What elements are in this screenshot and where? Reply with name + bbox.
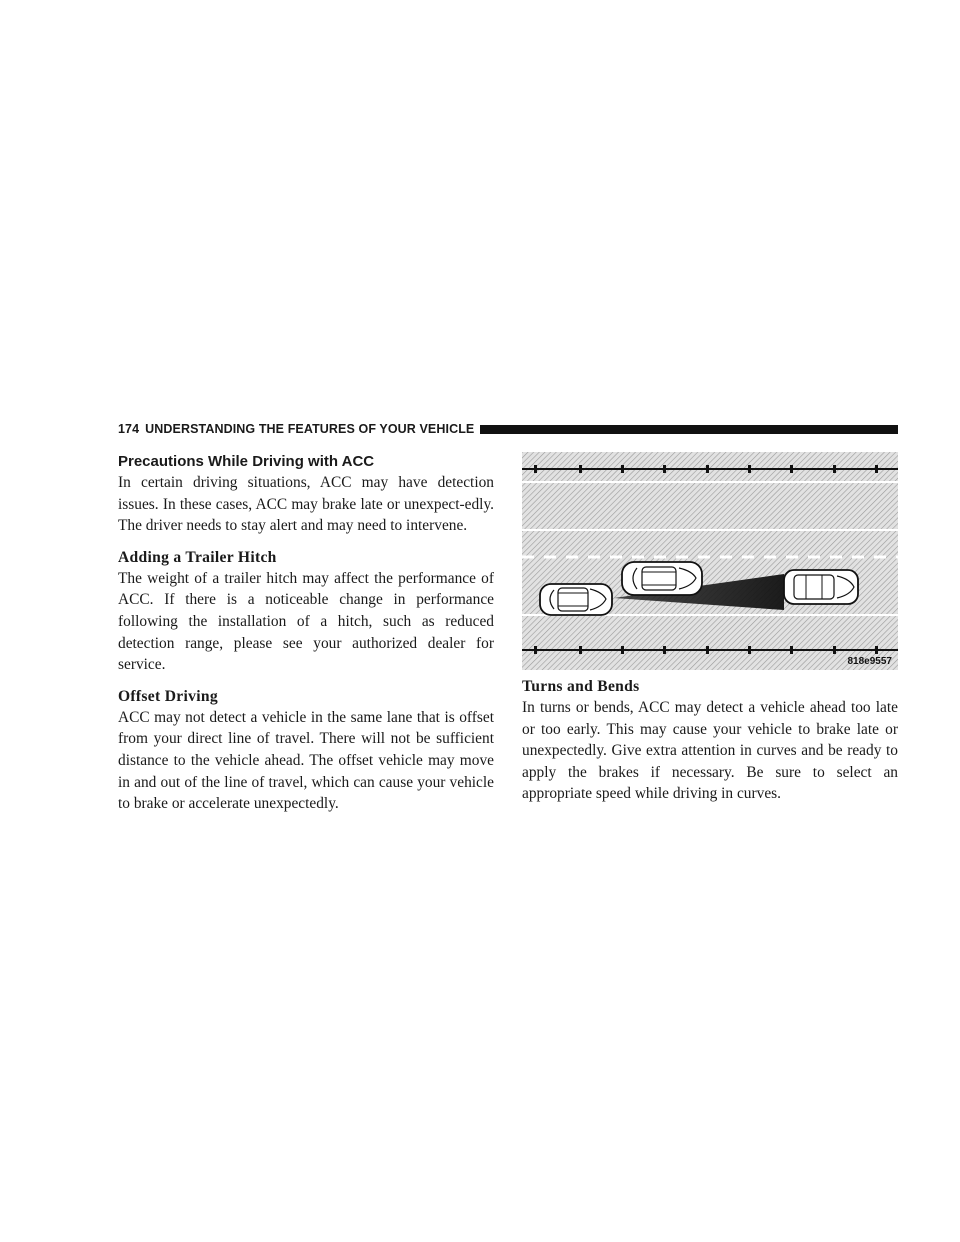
offset-driving-body: ACC may not detect a vehicle in the same lane that is offset from your direct line of travel. There will not be sufficient distance to the vehicle ahead. The offset vehicle may move in and out of the line of travel, which can cause your vehicle to brake or accelerate unexpectedly. xyxy=(118,708,494,813)
trailer-hitch-body: The weight of a trailer hitch may affect the performance of ACC. If there is a noticeable change in performance following the installation of a hitch, such as reduced detection range, please see your authorized dealer for service. xyxy=(118,569,494,674)
header-section-title: UNDERSTANDING THE FEATURES OF YOUR VEHICLE xyxy=(145,422,475,436)
offset-vehicle-car xyxy=(622,562,702,595)
offset-driving-illustration xyxy=(522,452,898,670)
turns-bends-body: In turns or bends, ACC may detect a vehicle ahead too late or too early. This may cause your vehicle to brake late or unexpectedly. Give extra attention in curves and be ready to apply the brakes if necessary. Be sure to select an appropriate speed while driving in curves. xyxy=(522,699,898,803)
precautions-intro: In certain driving situations, ACC may have detection issues. In these cases, ACC may brake late or unexpect-edly. The driver needs to stay alert and may need to intervene. xyxy=(118,474,494,535)
own-vehicle-car xyxy=(540,584,612,615)
turns-bends-title: Turns and Bends xyxy=(522,678,640,695)
header-page-number: 174 xyxy=(118,422,140,436)
header-rule xyxy=(480,425,898,434)
running-header xyxy=(118,420,898,438)
right-column xyxy=(522,676,898,805)
offset-driving-title: Offset Driving xyxy=(118,687,218,705)
left-column xyxy=(118,452,494,815)
vehicle-ahead-car xyxy=(784,570,858,604)
figure-code: 818e9557 xyxy=(847,656,892,667)
trailer-hitch-title: Adding a Trailer Hitch xyxy=(118,548,277,566)
precautions-heading: Precautions While Driving with ACC xyxy=(118,453,375,470)
